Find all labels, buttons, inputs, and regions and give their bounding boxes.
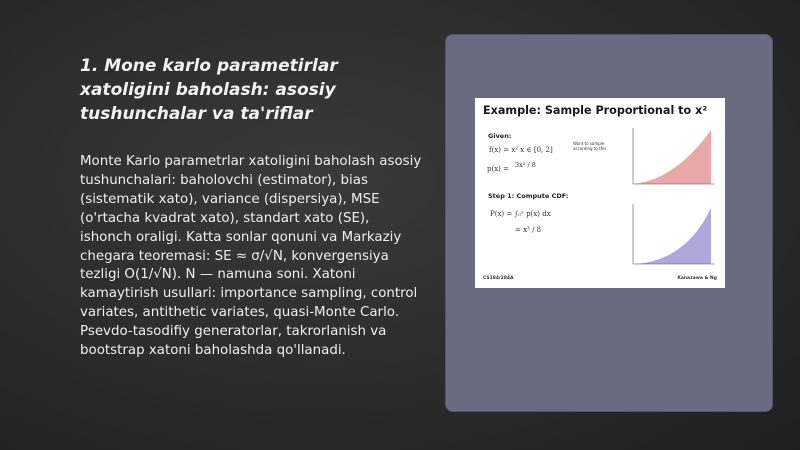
slide-note: Want to sample according to this [573,141,607,151]
slide-step1-label: Step 1: Compute CDF: [488,192,569,200]
slide-footer-right: Kanazawa & Ng [677,276,717,281]
slide-eq-p-frac: 3x² / 8 [515,161,536,169]
pdf-plot [625,126,719,188]
slide-eq-f: f(x) = x² x ∈ [0, 2] [489,146,553,154]
slide-title: Example: Sample Proportional to x² [483,104,708,117]
slide-given-label: Given: [488,132,512,140]
slide-footer-left: CS184/284A [483,276,514,281]
page-title: 1. Mone karlo parametirlar xatoligini baholash: asosiy tushunchalar va ta'riflar [80,56,338,124]
lecture-slide-image [475,98,725,288]
slide-eq-cdf: P(x) = ∫₀ˣ p(x) dx [490,210,551,218]
body-paragraph: Monte Karlo parametrlar xatoligini baholash asosiy tushunchalari: baholovchi (estimator), bias (sistematik xato), variance (dispersiya), MSE (o'rtacha kvadrat xato), standart xato (SE), ishonch oraligi. Katta sonlar qonuni va Markaziy chegara teoremasi: SE ≈ σ/√N, konvergensiya tezligi O(1/√N). N — namuna soni. Xatoni kamaytirish usullari: importance sampling, control variates, antithetic variates, quasi-Monte Carlo. Psevdo-tasodifiy generatorlar, takrorlanish va bootstrap xatoni baholashda qo'llanadi. [80,154,422,359]
cdf-area [633,208,711,264]
pdf-area [633,130,711,184]
cdf-plot [625,202,719,268]
slide-eq-p: p(x) = [487,165,509,173]
slide-eq-cdf-2: = x³ / 8 [515,226,542,234]
